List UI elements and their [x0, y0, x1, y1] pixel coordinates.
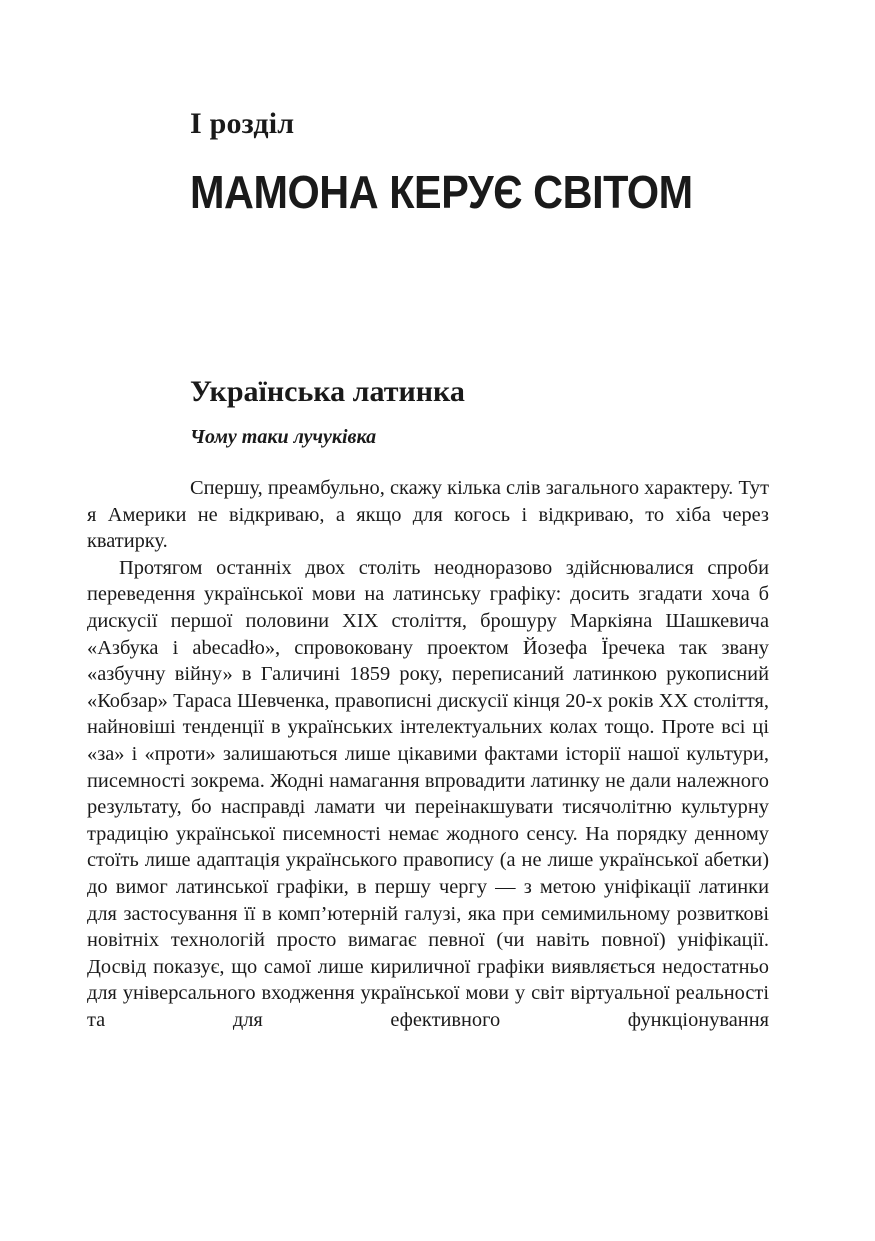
chapter-label: І розділ	[190, 107, 295, 140]
chapter-title: МАМОНА КЕРУЄ СВІТОМ	[190, 166, 693, 218]
body-text	[87, 475, 769, 1033]
section-subtitle: Чому таки лучуківка	[190, 426, 377, 448]
paragraph-main: Протягом останніх двох століть неодноразово здійснювалися спроби переведення української мови на латинську графіку: досить згадати хоча б дискусії першої половини XIX століття, брошуру Маркіяна Шашкевича «Азбука і abecadło», спровоковану проектом Йозефа Їречека так звану «азбучну війну» в Галичині 1859 року, переписаний латинкою рукописний «Кобзар» Тараса Шевченка, правописні дискусії кінця 20-х років XX століття, найновіші тенденції в українських інтелектуальних колах тощо. Проте всі ці «за» і «проти» залишаються лише цікавими фактами історії нашої культури, писемності зокрема. Жодні намагання впровадити латинку не дали належного результату, бо насправді ламати чи переінакшувати тисячолітню культурну традицію української писемності немає жодного сенсу. На порядку денному стоїть лише адаптація українського правопису (а не лише української абетки) до вимог латинської графіки, в першу чергу — з метою уніфікації латинки для застосування її в комп’ютерній галузі, яка при семимильному розвиткові новітніх технологій просто вимагає певної (чи навіть повної) уніфікації. Досвід показує, що самої лише кириличної графіки виявляється недостатньо для універсального входження української мови у світ віртуальної реальності та для ефективного функціонування	[87, 556, 769, 1031]
section-title: Українська латинка	[190, 375, 465, 408]
paragraph-intro: Спершу, преамбульно, скажу кілька слів загального характеру. Тут я Америки не відкриваю, а якщо для когось і відкриваю, то хіба через кватирку.	[87, 477, 769, 553]
